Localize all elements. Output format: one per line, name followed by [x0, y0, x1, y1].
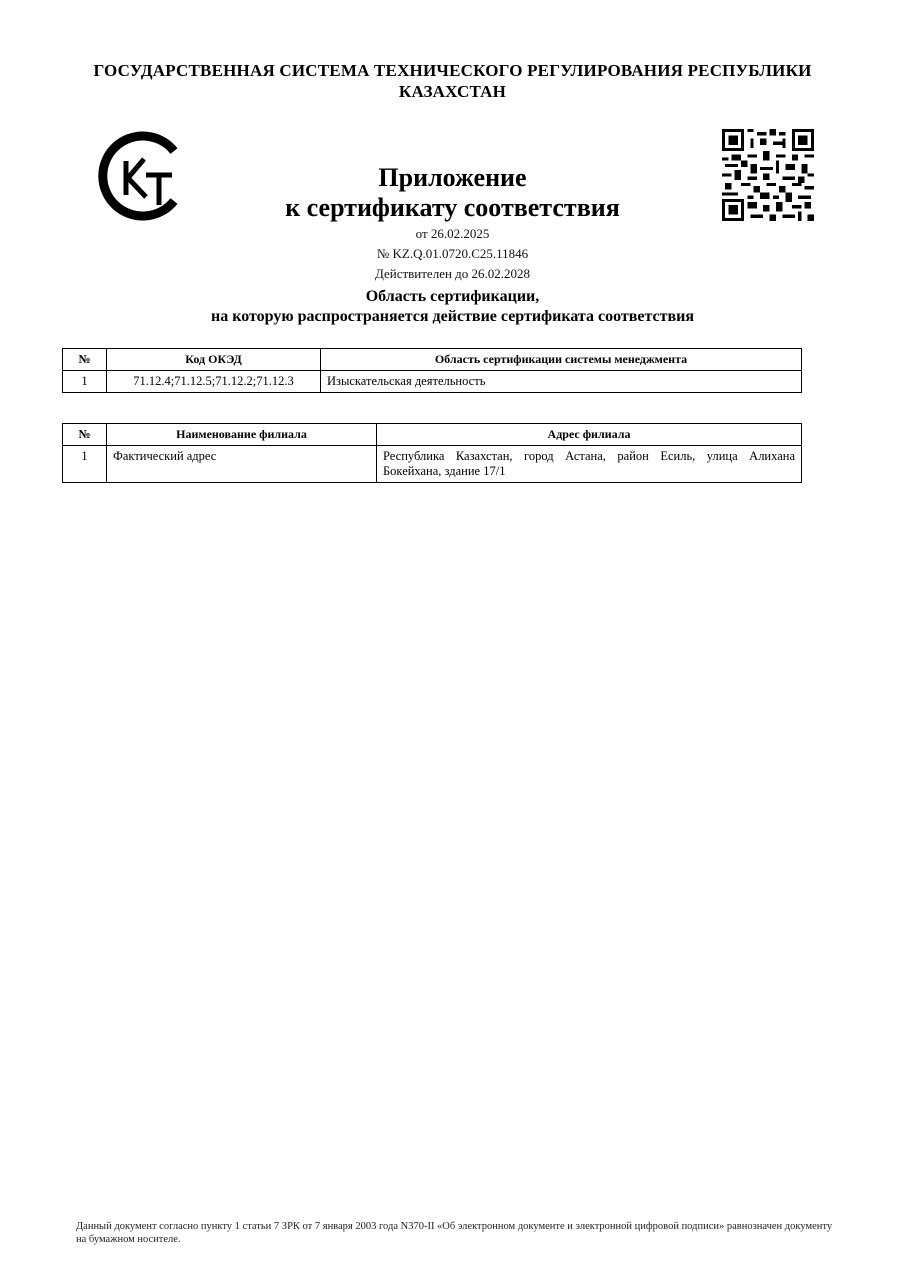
table-row [63, 371, 802, 393]
scope-subheading: на которую распространяется действие сертификата соответствия [211, 308, 694, 325]
branch-address: Республика Казахстан, город Астана, район Есиль, улица Алихана Бокейхана, здание 17/1 [377, 446, 802, 483]
certificate-number: № KZ.Q.01.0720.C25.11846 [376, 246, 529, 261]
scope-activity: Изыскательская деятельность [321, 371, 802, 393]
issue-date: от 26.02.2025 [415, 226, 490, 241]
column-header: Область сертификации системы менеджмента [321, 349, 802, 371]
column-header: № [63, 349, 107, 371]
appendix-title: Приложение [378, 163, 527, 192]
agency-header: ГОСУДАРСТВЕННАЯ СИСТЕМА ТЕХНИЧЕСКОГО РЕГУЛИРОВАНИЯ РЕСПУБЛИКИ КАЗАХСТАН [93, 61, 812, 101]
column-header: Код ОКЭД [107, 349, 321, 371]
row-number: 1 [63, 446, 107, 483]
branch-name: Фактический адрес [107, 446, 377, 483]
table-header-row [63, 349, 802, 371]
column-header: Наименование филиала [107, 424, 377, 446]
column-header: Адрес филиала [377, 424, 802, 446]
table-row [63, 446, 802, 483]
appendix-subtitle: к сертификату соответствия [285, 193, 620, 222]
row-number: 1 [63, 371, 107, 393]
valid-until: Действителен до 26.02.2028 [374, 266, 531, 281]
legal-footer-note: Данный документ согласно пункту 1 статьи 7 ЗРК от 7 января 2003 года N370-II «Об электронном документе и электронной цифровой подписи» равнозначен документу на бумажном носителе. [76, 1221, 833, 1245]
scope-table [62, 348, 802, 393]
scope-heading: Область сертификации, [365, 288, 540, 305]
branches-table [62, 423, 802, 483]
table-header-row [63, 424, 802, 446]
column-header: № [63, 424, 107, 446]
okved-codes: 71.12.4;71.12.5;71.12.2;71.12.3 [107, 371, 321, 393]
